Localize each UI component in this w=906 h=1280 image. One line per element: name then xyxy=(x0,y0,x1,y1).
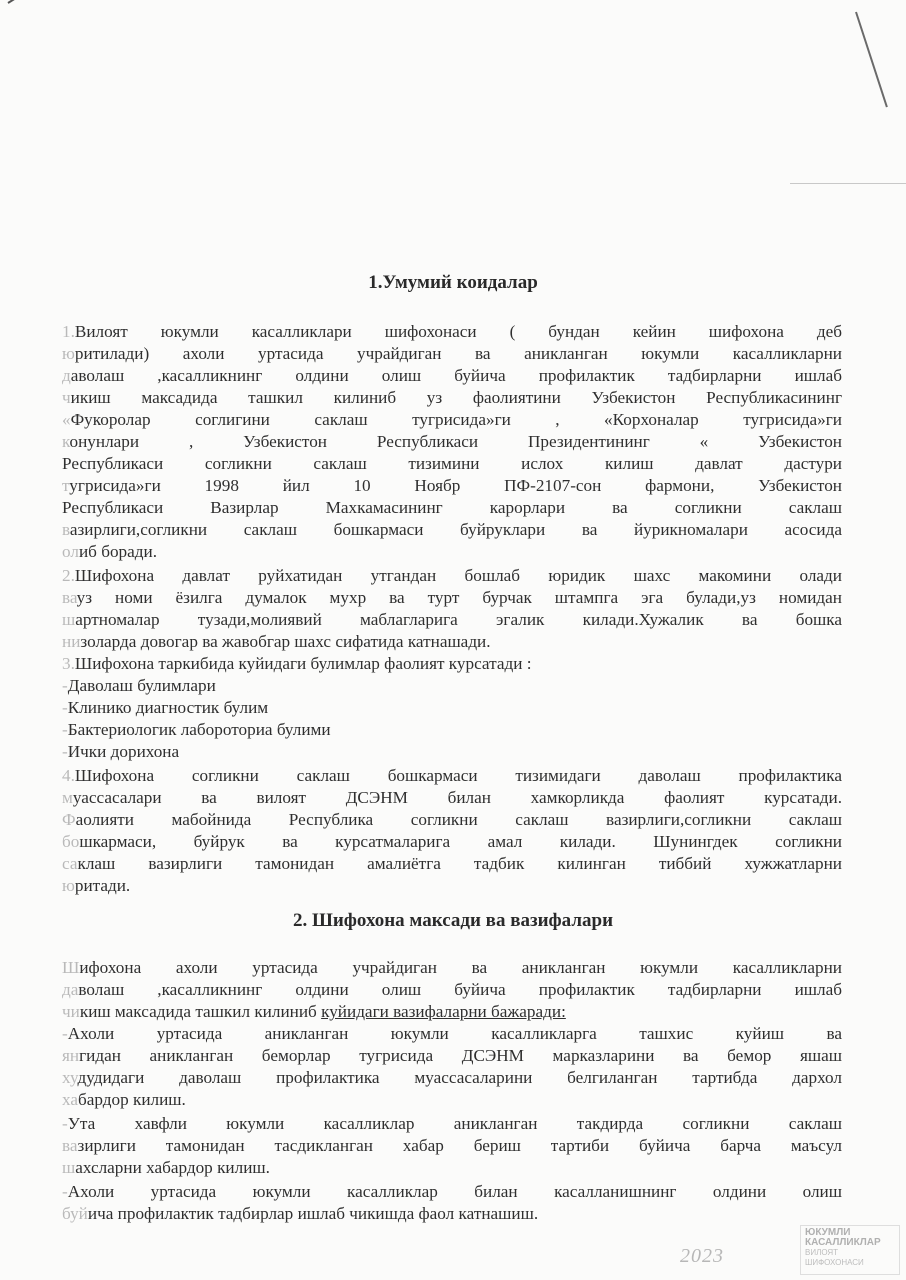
line-text: Шифохона таркибида куйидаги булимлар фаолият курсатади : xyxy=(74,654,532,673)
faded-margin-text: 3. xyxy=(62,654,75,673)
faded-margin-text: да xyxy=(62,980,79,999)
line-text: аволаш ,касалликнинг олдини олиш буйича профилактик тадбирларни ишлаб xyxy=(70,366,842,385)
line-text: угрисида»ги 1998 йил 10 Ноябр ПФ-2107-сон фармони, Узбекистон xyxy=(69,476,842,495)
text-line xyxy=(62,432,842,452)
line-text: волаш ,касалликнинг олдини олиш буйича профилактик тадбирларни ишлаб xyxy=(78,980,842,999)
faded-margin-text: ю xyxy=(62,344,75,363)
line-text: Шифохона давлат руйхатидан утгандан бошлаб юридик шахс макомини олади xyxy=(74,566,842,585)
faded-margin-text: - xyxy=(62,742,68,761)
line-text: Вилоят юкумли касалликлари шифохонаси ( бундан кейин шифохона деб xyxy=(74,322,842,341)
line-text: Даволаш булимлари xyxy=(67,676,216,695)
faded-margin-text: чи xyxy=(62,1002,80,1021)
text-line xyxy=(62,476,842,496)
text-line xyxy=(62,1114,842,1134)
faded-margin-text: буй xyxy=(62,1204,88,1223)
faded-margin-text: ху xyxy=(62,1068,78,1087)
line-text: Клинико диагностик булим xyxy=(67,698,269,717)
line-text: уассасалари ва вилоят ДСЭНМ билан хамкорликда фаолият курсатади. xyxy=(72,788,842,807)
text-line xyxy=(62,1158,842,1178)
faded-margin-text: д xyxy=(62,366,71,385)
text-line xyxy=(62,854,842,874)
line-text: аолияти мабойнида Республика согликни саклаш вазирлиги,согликни саклаш xyxy=(75,810,842,829)
faded-margin-text: ва xyxy=(62,1136,78,1155)
faded-margin-text: Ш xyxy=(62,958,80,977)
line-text: ича профилактик тадбирлар ишлаб чикишда фаол катнашиш. xyxy=(87,1204,539,1223)
faded-margin-text: - xyxy=(62,676,68,695)
line-text: Ички дорихона xyxy=(67,742,180,761)
handwritten-signature: 2023 xyxy=(680,1245,724,1267)
text-line xyxy=(62,610,842,630)
text-line xyxy=(62,588,842,608)
line-text: Республикаси Вазирлар Махкамасининг карорлари ва согликни саклаш xyxy=(62,498,842,517)
line-text: уз номи ёзилга думалок мухр ва турт бурчак штампга эга булади,уз номидан xyxy=(76,588,842,607)
faded-margin-text: 1. xyxy=(62,322,75,341)
text-line xyxy=(62,632,842,652)
text-line xyxy=(62,1046,842,1066)
line-text: киш максадида ташкил килиниб xyxy=(79,1002,322,1021)
faded-margin-text: ч xyxy=(62,388,71,407)
faded-margin-text: ю xyxy=(62,876,75,895)
line-text: икиш максадида ташкил килиниб уз фаолиятини Узбекистон Республикасининг xyxy=(70,388,842,407)
text-line xyxy=(62,1182,842,1202)
text-line xyxy=(62,832,842,852)
text-line xyxy=(62,1068,842,1088)
underlined-phrase: куйидаги вазифаларни бажаради: xyxy=(321,1002,566,1021)
faded-margin-text: 2. xyxy=(62,566,75,585)
faded-margin-text: Ф xyxy=(62,810,76,829)
line-text: ифохона ахоли уртасида учрайдиган ва аникланган юкумли касалликларни xyxy=(79,958,842,977)
text-line xyxy=(62,1090,842,1110)
faded-margin-text: ва xyxy=(62,588,77,607)
stamp-line: ВИЛОЯТ xyxy=(805,1248,839,1257)
text-line xyxy=(62,520,842,540)
faded-margin-text: к xyxy=(62,432,70,451)
section-2-title: 2. Шифохона максади ва вазифалари xyxy=(292,910,614,931)
line-text: ритади. xyxy=(74,876,131,895)
faded-margin-text: ни xyxy=(62,632,81,651)
text-line xyxy=(62,720,842,740)
text-line xyxy=(62,566,842,586)
line-text: Бактериологик лабороториа булими xyxy=(67,720,331,739)
text-line xyxy=(62,366,842,386)
line-text: Шифохона согликни саклаш бошкармаси тизимидаги даволаш профилактика xyxy=(74,766,842,785)
faded-margin-text: ш xyxy=(62,1158,76,1177)
text-line xyxy=(62,388,842,408)
stamp-title: ЮКУМЛИ КАСАЛЛИКЛАР xyxy=(805,1227,881,1248)
text-line xyxy=(62,958,842,978)
text-line xyxy=(62,410,842,430)
line-text: клаш вазирлиги тамонидан амалиётга тадбик килинган тиббий хужжатларни xyxy=(77,854,842,873)
text-line xyxy=(62,454,842,474)
line-text: шкармаси, буйрук ва курсатмаларига амал килади. Шунингдек согликни xyxy=(79,832,842,851)
faded-margin-text: - xyxy=(62,1114,68,1133)
text-line xyxy=(62,788,842,808)
text-line xyxy=(62,980,842,1000)
faded-margin-text: ш xyxy=(62,610,76,629)
faded-margin-text: - xyxy=(62,698,68,717)
faded-margin-text: в xyxy=(62,520,70,539)
line-text: ахсларни хабардор килиш. xyxy=(75,1158,270,1177)
faded-margin-text: ха xyxy=(62,1090,78,1109)
scan-artifact-line xyxy=(790,183,906,184)
text-line xyxy=(62,698,842,718)
line-text: Фукоролар соглигини саклаш тугрисида»ги , «Корхоналар тугрисида»ги xyxy=(70,410,842,429)
text-line xyxy=(62,654,842,674)
text-line xyxy=(62,542,842,562)
text-line xyxy=(62,322,842,342)
line-text: Республикаси согликни саклаш тизимини ислох килиш давлат дастури xyxy=(62,454,842,473)
line-text: зирлиги тамонидан тасдикланган хабар бериш тартиби буйича барча маъсул xyxy=(77,1136,842,1155)
line-text: дудидаги даволаш профилактика муассасаларини белгиланган тартибда дархол xyxy=(77,1068,842,1087)
faded-margin-text: са xyxy=(62,854,78,873)
stamp-line: ШИФОХОНАСИ xyxy=(805,1258,864,1267)
faded-margin-text: - xyxy=(62,1024,68,1043)
section-1-title: 1.Умумий коидалар xyxy=(368,272,538,293)
text-line xyxy=(62,876,842,896)
line-text: золарда довогар ва жавобгар шахс сифатида катнашади. xyxy=(80,632,491,651)
text-line xyxy=(62,1136,842,1156)
text-line xyxy=(62,1002,842,1022)
text-line xyxy=(62,742,842,762)
text-line xyxy=(62,1204,842,1224)
line-text: Ахоли уртасида юкумли касалликлар билан касалланишнинг олдини олиш xyxy=(67,1182,842,1201)
scan-artifact-mark xyxy=(7,0,30,4)
text-line xyxy=(62,344,842,364)
line-text: Ахоли уртасида аникланган юкумли касалликларга ташхис куйиш ва xyxy=(67,1024,842,1043)
line-text: Ута хавфли юкумли касалликлар аникланган такдирда согликни саклаш xyxy=(67,1114,842,1133)
faded-margin-text: 4. xyxy=(62,766,75,785)
line-text: азирлиги,согликни саклаш бошкармаси буйруклари ва йурикномалари асосида xyxy=(69,520,842,539)
faded-margin-text: - xyxy=(62,720,68,739)
text-line xyxy=(62,766,842,786)
line-text: артномалар тузади,молиявий маблагларига эгалик килади.Хужалик ва бошка xyxy=(75,610,842,629)
faded-margin-text: « xyxy=(62,410,71,429)
official-stamp xyxy=(800,1225,900,1275)
faded-margin-text: м xyxy=(62,788,73,807)
faded-margin-text: - xyxy=(62,1182,68,1201)
faded-margin-text: ян xyxy=(62,1046,80,1065)
line-text: гидан аникланган беморлар тугрисида ДСЭНМ марказларини ва бемор яшаш xyxy=(79,1046,842,1065)
faded-margin-text: ол xyxy=(62,542,79,561)
text-line xyxy=(62,498,842,518)
line-text: бардор килиш. xyxy=(78,1090,186,1109)
text-line xyxy=(62,676,842,696)
text-line xyxy=(62,810,842,830)
line-text: ритилади) ахоли уртасида учрайдиган ва аникланган юкумли касалликларни xyxy=(74,344,842,363)
text-line xyxy=(62,1024,842,1044)
faded-margin-text: т xyxy=(62,476,70,495)
faded-margin-text: бо xyxy=(62,832,80,851)
line-text: иб боради. xyxy=(78,542,157,561)
scan-artifact-mark xyxy=(855,12,888,108)
line-text: онунлари , Узбекистон Республикаси Президентининг « Узбекистон xyxy=(69,432,842,451)
